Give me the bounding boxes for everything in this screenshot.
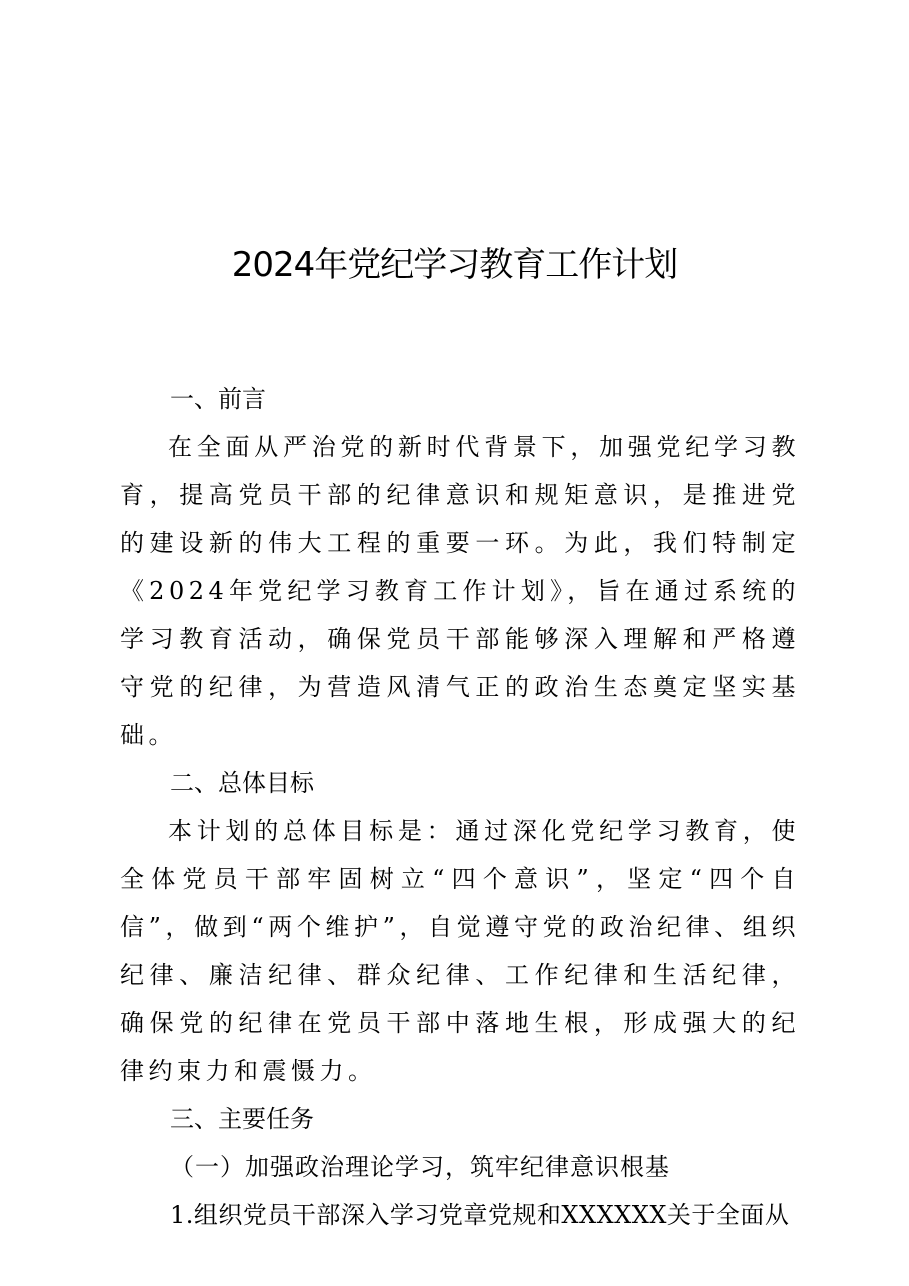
document-title: 2024年党纪学习教育工作计划 [231, 245, 678, 285]
section-heading-preface: 一、前言 [170, 385, 266, 413]
tasks-item-1: 1.组织党员干部深入学习党章党规和XXXXXX关于全面从 [170, 1201, 790, 1229]
section-heading-tasks: 三、主要任务 [170, 1105, 314, 1133]
preface-paragraph: 在全面从严治党的新时代背景下，加强党纪学习教育，提高党员干部的纪律意识和规矩意识，是推进党的建设新的伟大工程的重要一环。为此，我们特制定《2024年党纪学习教育工作计划》，旨在通过系统的学习教育活动，确保党员干部能够深入理解和严格遵守党的纪律，为营造风清气正的政治生态奠定坚实基础。 [120, 433, 800, 749]
goals-paragraph: 本计划的总体目标是：通过深化党纪学习教育，使全体党员干部牢固树立“四个意识”，坚定“四个自信”，做到“两个维护”，自觉遵守党的政治纪律、组织纪律、廉洁纪律、群众纪律、工作纪律和生活纪律，确保党的纪律在党员干部中落地生根，形成强大的纪律约束力和震慑力。 [120, 817, 800, 1085]
document-body [120, 375, 800, 1239]
section-heading-goals: 二、总体目标 [170, 769, 314, 797]
tasks-subheading: （一）加强政治理论学习，筑牢纪律意识根基 [170, 1153, 670, 1181]
